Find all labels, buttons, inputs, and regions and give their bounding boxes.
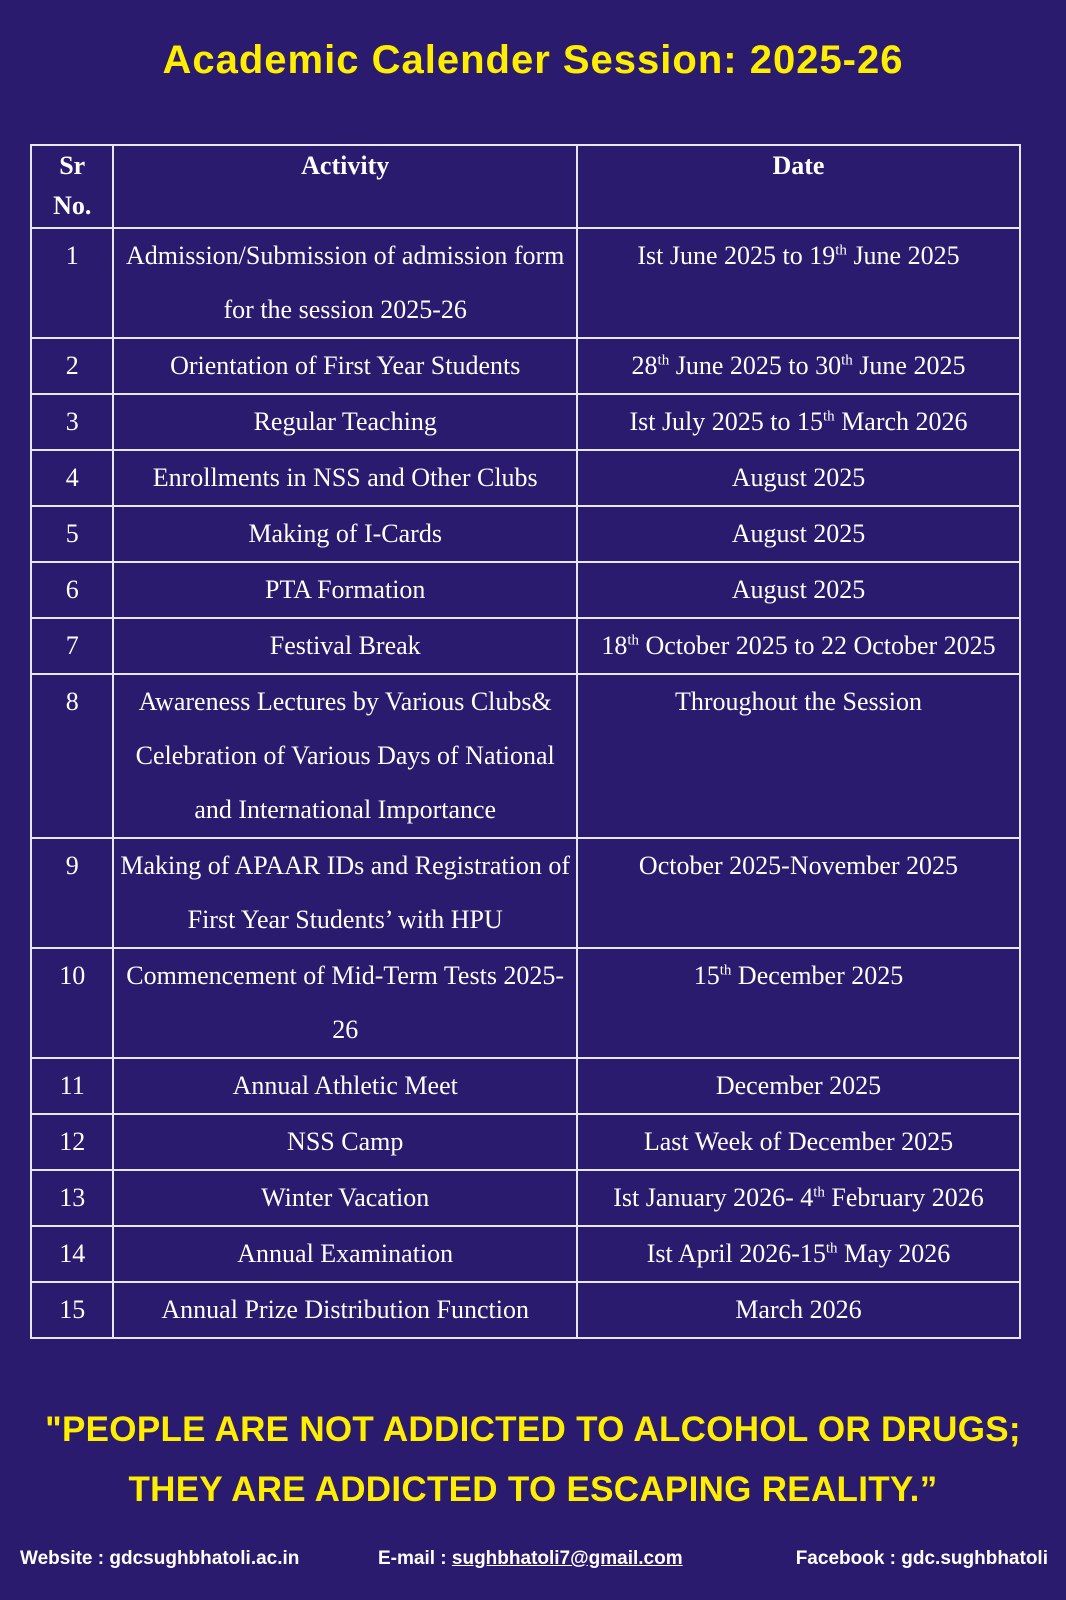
facebook-label: Facebook : [795, 1548, 902, 1569]
table-header-row [31, 145, 1020, 228]
footer-email [378, 1548, 683, 1570]
row-date: March 2026 [577, 1282, 1020, 1338]
row-date: Throughout the Session [577, 674, 1020, 838]
row-date: Ist June 2025 to 19th June 2025 [577, 228, 1020, 338]
header-sr-no: Sr No. [31, 145, 113, 228]
row-date: 15th December 2025 [577, 948, 1020, 1058]
row-date: Ist January 2026- 4th February 2026 [577, 1170, 1020, 1226]
row-sr-no: 12 [31, 1114, 113, 1170]
row-activity: Admission/Submission of admission form for the session 2025-26 [113, 228, 577, 338]
table-row [31, 1058, 1020, 1114]
row-activity: Annual Examination [113, 1226, 577, 1282]
row-activity: Regular Teaching [113, 394, 577, 450]
website-link[interactable]: gdcsughbhatoli.ac.in [109, 1548, 300, 1569]
row-date: August 2025 [577, 506, 1020, 562]
row-sr-no: 14 [31, 1226, 113, 1282]
row-activity: Annual Prize Distribution Function [113, 1282, 577, 1338]
row-sr-no: 7 [31, 618, 113, 674]
table-row [31, 394, 1020, 450]
row-activity: Annual Athletic Meet [113, 1058, 577, 1114]
table-row [31, 562, 1020, 618]
table-row [31, 1226, 1020, 1282]
email-link[interactable]: sughbhatoli7@gmail.com [451, 1548, 683, 1569]
row-sr-no: 10 [31, 948, 113, 1058]
table-row [31, 674, 1020, 838]
table-row [31, 618, 1020, 674]
row-date: Ist July 2025 to 15th March 2026 [577, 394, 1020, 450]
table-row [31, 338, 1020, 394]
row-date: 28th June 2025 to 30th June 2025 [577, 338, 1020, 394]
row-activity: Winter Vacation [113, 1170, 577, 1226]
table-row [31, 838, 1020, 948]
facebook-link[interactable]: gdc.sughbhatoli [901, 1548, 1048, 1569]
quote [0, 1400, 1066, 1520]
row-date: August 2025 [577, 450, 1020, 506]
table-row [31, 228, 1020, 338]
row-sr-no: 4 [31, 450, 113, 506]
row-activity: PTA Formation [113, 562, 577, 618]
row-date: 18th October 2025 to 22 October 2025 [577, 618, 1020, 674]
website-label: Website : [20, 1548, 110, 1569]
row-sr-no: 1 [31, 228, 113, 338]
row-sr-no: 3 [31, 394, 113, 450]
quote-line-1: "PEOPLE ARE NOT ADDICTED TO ALCOHOL OR DRUGS; [45, 1410, 1021, 1449]
row-sr-no: 9 [31, 838, 113, 948]
table-row [31, 948, 1020, 1058]
row-activity: Awareness Lectures by Various Clubs& Celebration of Various Days of National and International Importance [113, 674, 577, 838]
row-activity: Making of APAAR IDs and Registration of First Year Students’ with HPU [113, 838, 577, 948]
email-label: E-mail : [378, 1548, 452, 1569]
row-activity: Orientation of First Year Students [113, 338, 577, 394]
footer-website [20, 1548, 299, 1570]
table-row [31, 1282, 1020, 1338]
quote-line-2: THEY ARE ADDICTED TO ESCAPING REALITY.” [128, 1470, 938, 1509]
table-row [31, 506, 1020, 562]
row-activity: NSS Camp [113, 1114, 577, 1170]
table-row [31, 1170, 1020, 1226]
row-date: Ist April 2026-15th May 2026 [577, 1226, 1020, 1282]
header-activity: Activity [113, 145, 577, 228]
row-date: August 2025 [577, 562, 1020, 618]
row-sr-no: 6 [31, 562, 113, 618]
academic-calendar-table [30, 144, 1021, 1339]
row-sr-no: 5 [31, 506, 113, 562]
row-activity: Festival Break [113, 618, 577, 674]
table-row [31, 1114, 1020, 1170]
table-row [31, 450, 1020, 506]
row-date: October 2025-November 2025 [577, 838, 1020, 948]
row-sr-no: 2 [31, 338, 113, 394]
row-sr-no: 8 [31, 674, 113, 838]
row-activity: Commencement of Mid-Term Tests 2025-26 [113, 948, 577, 1058]
page-title: Academic Calender Session: 2025-26 [162, 38, 904, 82]
row-date: December 2025 [577, 1058, 1020, 1114]
row-sr-no: 15 [31, 1282, 113, 1338]
row-sr-no: 13 [31, 1170, 113, 1226]
row-activity: Making of I-Cards [113, 506, 577, 562]
row-date: Last Week of December 2025 [577, 1114, 1020, 1170]
header-date: Date [577, 145, 1020, 228]
footer-facebook [796, 1548, 1048, 1570]
row-activity: Enrollments in NSS and Other Clubs [113, 450, 577, 506]
row-sr-no: 11 [31, 1058, 113, 1114]
